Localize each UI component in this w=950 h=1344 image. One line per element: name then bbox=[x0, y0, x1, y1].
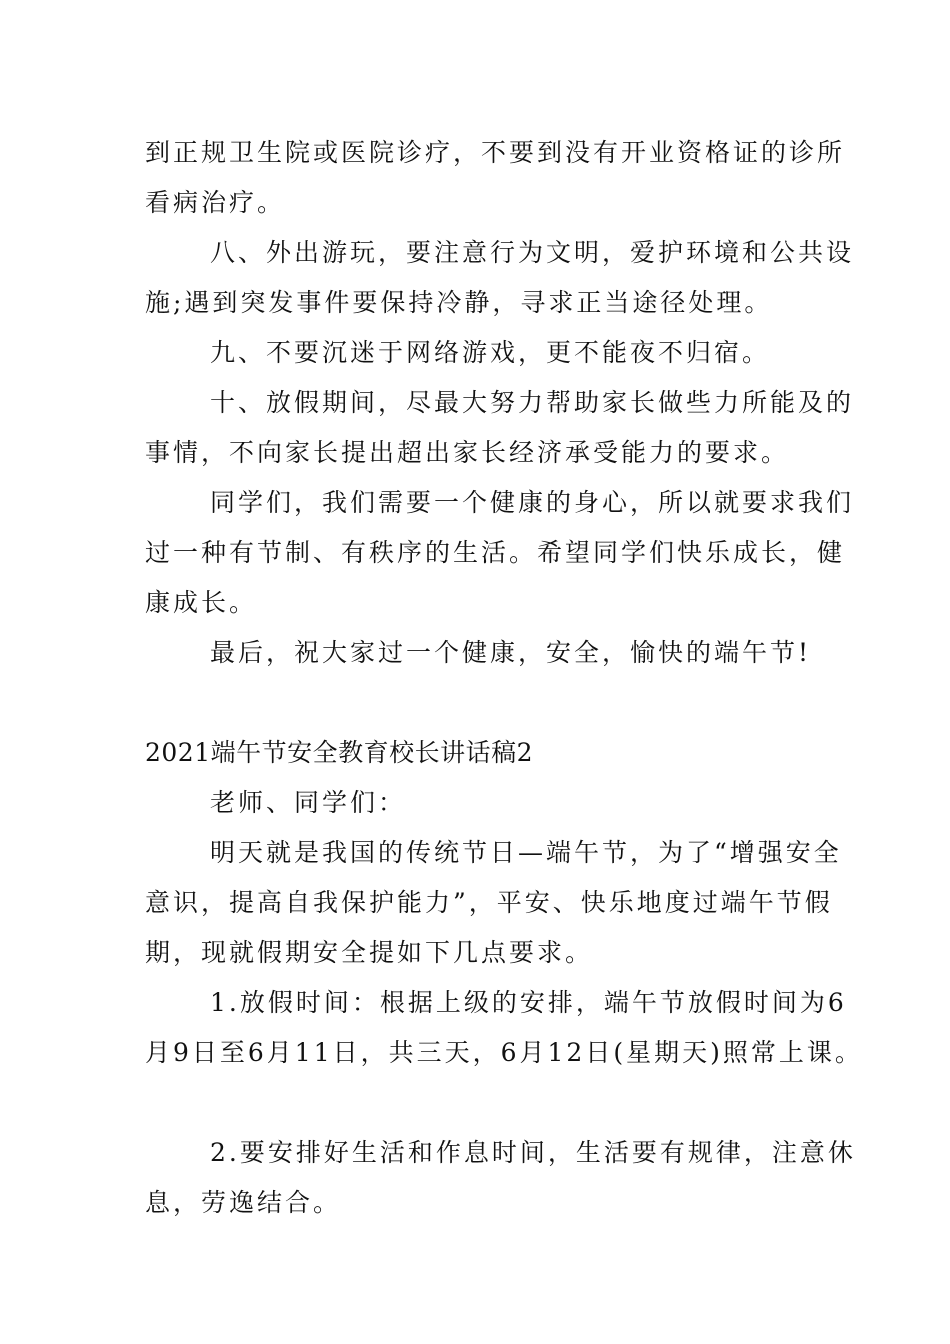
text-line: 十、放假期间，尽最大努力帮助家长做些力所能及的 bbox=[210, 388, 855, 417]
text-line: 到正规卫生院或医院诊疗，不要到没有开业资格证的诊所 bbox=[145, 138, 846, 167]
text-line: 老师、同学们： bbox=[210, 788, 407, 817]
text-line: 期，现就假期安全提如下几点要求。 bbox=[145, 938, 594, 967]
text-line: 过一种有节制、有秩序的生活。希望同学们快乐成长，健 bbox=[145, 538, 846, 567]
text-line: 八、外出游玩，要注意行为文明，爱护环境和公共设 bbox=[210, 238, 855, 267]
text-line: 月9日至6月11日，共三天，6月12日(星期天)照常上课。 bbox=[145, 1038, 863, 1067]
text-line: 施;遇到突发事件要保持冷静，寻求正当途径处理。 bbox=[145, 288, 773, 317]
text-line: 最后，祝大家过一个健康，安全，愉快的端午节! bbox=[210, 638, 812, 667]
text-line: 九、不要沉迷于网络游戏，更不能夜不归宿。 bbox=[210, 338, 771, 367]
text-line: 明天就是我国的传统节日—端午节，为了“增强安全 bbox=[210, 838, 842, 867]
section-heading: 2021端午节安全教育校长讲话稿2 bbox=[145, 738, 534, 767]
text-line: 1.放假时间：根据上级的安排，端午节放假时间为6 bbox=[210, 988, 847, 1017]
text-line: 2.要安排好生活和作息时间，生活要有规律，注意休 bbox=[210, 1138, 856, 1167]
text-line: 意识，提高自我保护能力”，平安、快乐地度过端午节假 bbox=[145, 888, 833, 917]
text-line: 康成长。 bbox=[145, 588, 258, 617]
text-line: 息，劳逸结合。 bbox=[145, 1188, 342, 1217]
text-line: 同学们，我们需要一个健康的身心，所以就要求我们 bbox=[210, 488, 855, 517]
text-line: 看病治疗。 bbox=[145, 188, 286, 217]
text-line: 事情，不向家长提出超出家长经济承受能力的要求。 bbox=[145, 438, 790, 467]
